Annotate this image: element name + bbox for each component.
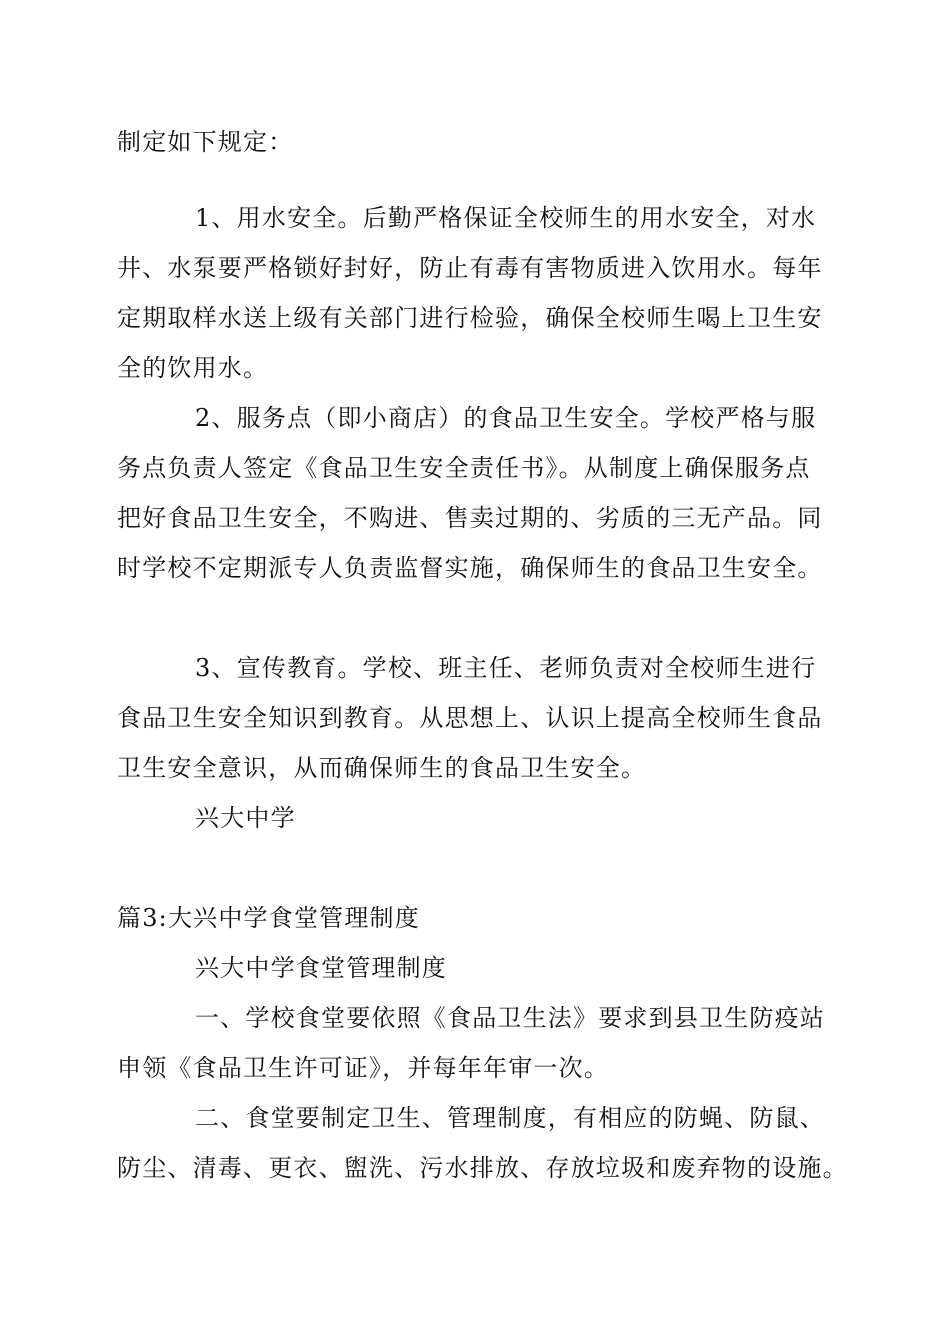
text-line: 1、用水安全。后勤严格保证全校师生的用水安全，对水 bbox=[195, 204, 817, 232]
text-line: 申领《食品卫生许可证》，并每年年审一次。 bbox=[117, 1054, 609, 1082]
text-line: 制定如下规定： bbox=[117, 128, 294, 156]
text-line: 3、宣传教育。学校、班主任、老师负责对全校师生进行 bbox=[195, 654, 817, 682]
text-line: 防尘、清毒、更衣、盥洗、污水排放、存放垃圾和废弃物的设施。 bbox=[117, 1154, 848, 1182]
text-line: 时学校不定期派专人负责监督实施，确保师生的食品卫生安全。 bbox=[117, 554, 823, 582]
section-heading: 篇3:大兴中学食堂管理制度 bbox=[117, 904, 420, 932]
text-line: 卫生安全意识，从而确保师生的食品卫生安全。 bbox=[117, 754, 647, 782]
text-line: 把好食品卫生安全，不购进、售卖过期的、劣质的三无产品。同 bbox=[117, 504, 823, 532]
text-line: 定期取样水送上级有关部门进行检验，确保全校师生喝上卫生安 bbox=[117, 304, 823, 332]
text-line: 务点负责人签定《食品卫生安全责任书》。从制度上确保服务点 bbox=[117, 454, 811, 482]
document-title: 兴大中学食堂管理制度 bbox=[195, 954, 447, 982]
text-line: 全的饮用水。 bbox=[117, 354, 269, 382]
text-line: 一、学校食堂要依照《食品卫生法》要求到县卫生防疫站 bbox=[195, 1004, 825, 1032]
text-line: 食品卫生安全知识到教育。从思想上、认识上提高全校师生食品 bbox=[117, 704, 823, 732]
text-line: 二、食堂要制定卫生、管理制度，有相应的防蝇、防鼠、 bbox=[195, 1104, 825, 1132]
text-line: 井、水泵要严格锁好封好，防止有毒有害物质进入饮用水。每年 bbox=[117, 254, 823, 282]
text-line: 2、服务点（即小商店）的食品卫生安全。学校严格与服 bbox=[195, 404, 817, 432]
signature-line: 兴大中学 bbox=[195, 804, 296, 832]
